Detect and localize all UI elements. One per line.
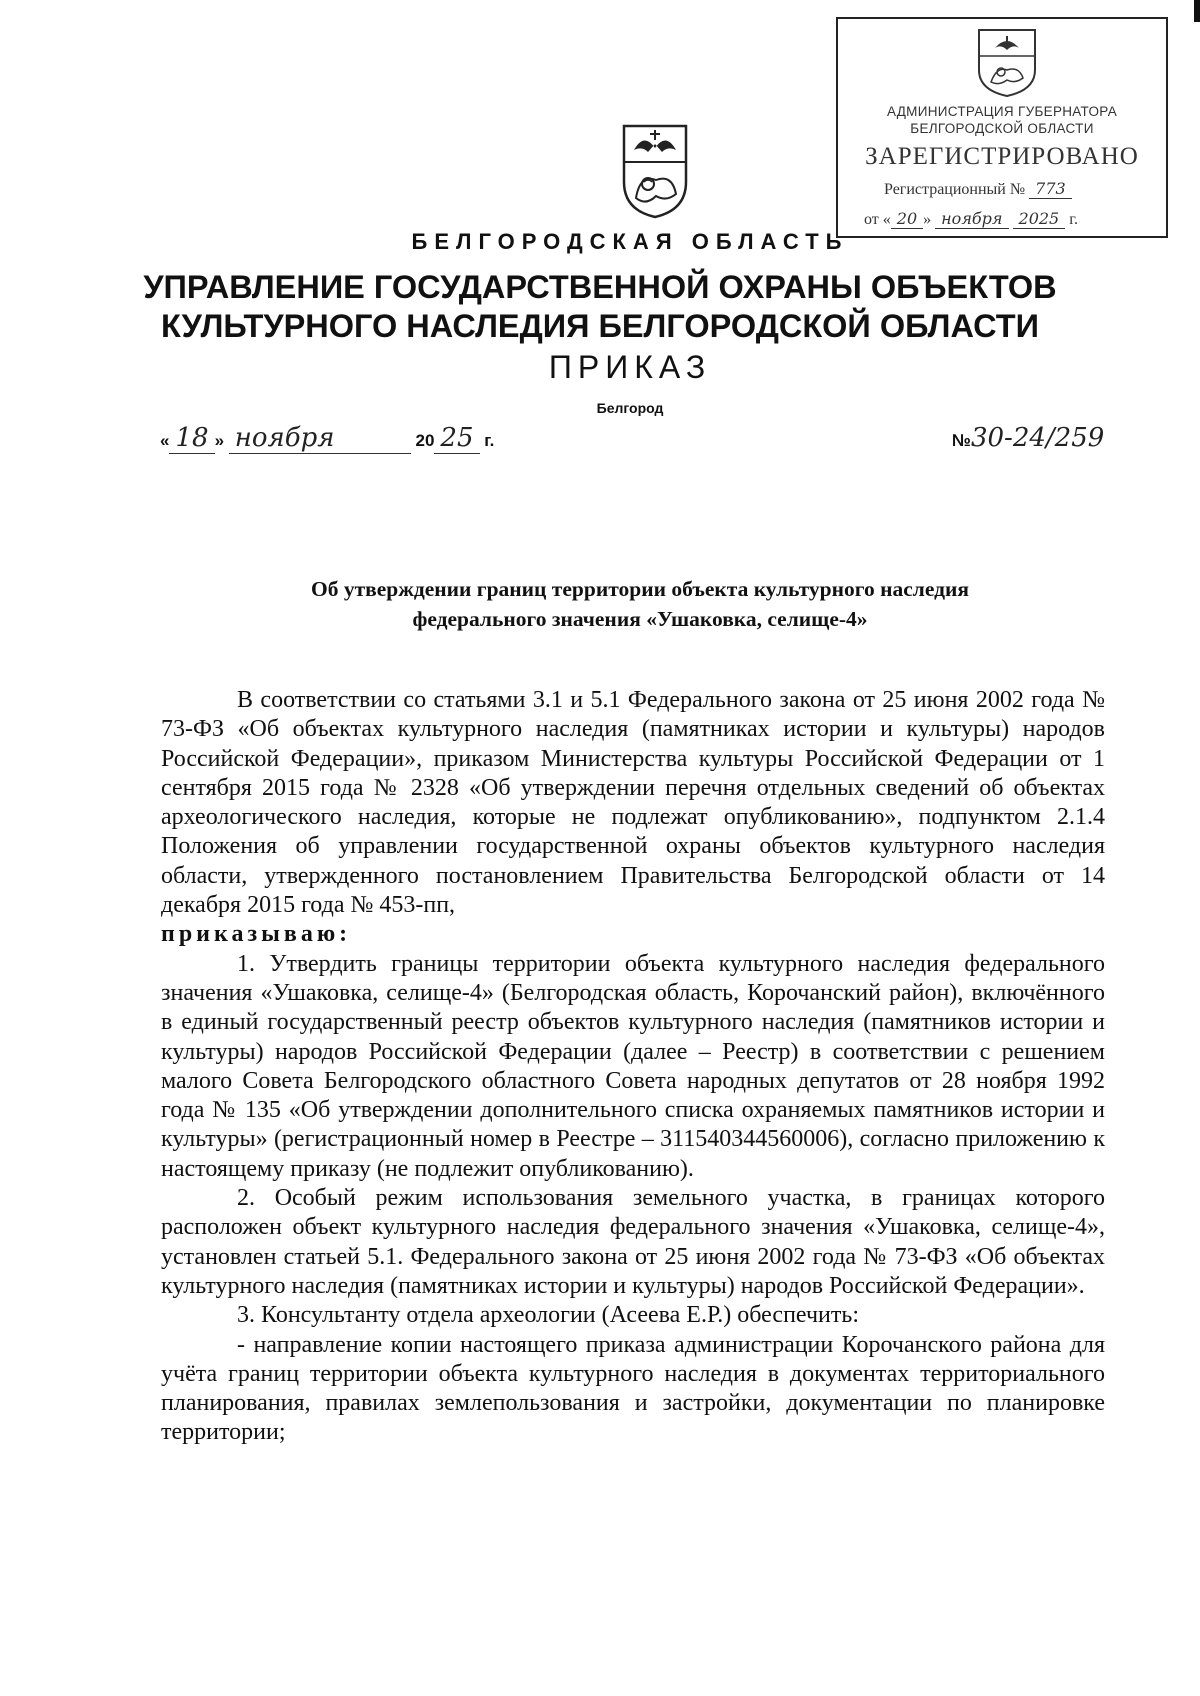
scan-edge-mark xyxy=(1194,0,1200,22)
city-label: Белгород xyxy=(596,400,664,416)
preamble-paragraph: В соответствии со статьями 3.1 и 5.1 Федерального закона от 25 июня 2002 года № 73-ФЗ «Об объектах культурного наследия (памятниках истории и культуры) народов Российской Федерации», приказом Министерства культуры Российской Федерации от 1 сентября 2015 года № 2328 «Об утверждении перечня отдельных сведений об объектах археологического наследия, которые не подлежат опубликованию», подпунктом 2.1.4 Положения об управлении государственной охраны объектов культурного наследия области, утвержденного постановлением Правительства Белгородской области от 14 декабря 2015 года № 453-пп, xyxy=(161,687,1105,919)
order-word: приказываю: xyxy=(161,921,352,948)
document-title: Об утверждении границ территории объекта культурного наследия федерального значения «Ушаковка, селище-4» xyxy=(310,577,970,631)
stamp-registration-number: Регистрационный № 773 xyxy=(884,179,1072,199)
stamp-reg-number-handwritten: 773 xyxy=(1029,179,1072,199)
stamp-coat-of-arms-icon xyxy=(975,26,1039,98)
order-year-handwritten: 25 xyxy=(434,423,479,454)
stamp-organization: АДМИНИСТРАЦИЯ ГУБЕРНАТОРА БЕЛГОРОДСКОЙ ОБЛАСТИ xyxy=(886,104,1118,136)
item-2-paragraph: 2. Особый режим использования земельного участка, в границах которого расположен объект культурного наследия федерального значения «Ушаковка, селище-4», установлен статьей 5.1. Федерального закона от 25 июня 2002 года № 73-ФЗ «Об объектах культурного наследия (памятниках истории и культуры) народов Российской Федерации». xyxy=(161,1185,1105,1299)
region-heading: БЕЛГОРОДСКАЯ ОБЛАСТЬ xyxy=(411,229,849,254)
coat-of-arms-icon xyxy=(620,122,690,220)
document-type: ПРИКАЗ xyxy=(548,349,712,385)
order-number: №30-24/259 xyxy=(952,423,1105,453)
stamp-registration-date: от « 20 » ноября 2025 г. xyxy=(864,209,1078,228)
order-day-handwritten: 18 xyxy=(169,423,214,454)
item-3-subitem-paragraph: - направление копии настоящего приказа администрации Корочанского района для учёта границ территории объекта культурного наследия в документах территориального планирования, правилах землепользования и застройки, документации по планировке территории; xyxy=(161,1331,1105,1446)
stamp-registered-label: ЗАРЕГИСТРИРОВАНО xyxy=(865,143,1139,170)
document-body xyxy=(161,686,1105,1448)
agency-heading: УПРАВЛЕНИЕ ГОСУДАРСТВЕННОЙ ОХРАНЫ ОБЪЕКТОВ КУЛЬТУРНОГО НАСЛЕДИЯ БЕЛГОРОДСКОЙ ОБЛАСТИ xyxy=(143,269,1057,344)
item-3-paragraph: 3. Консультанту отдела археологии (Асеева Е.Р.) обеспечить: xyxy=(237,1302,859,1329)
item-1-paragraph: 1. Утвердить границы территории объекта культурного наследия федерального значения «Ушаковка, селище-4» (Белгородская область, Корочанский район), включённого в единый государственный реестр объектов культурного наследия (памятников истории и культуры) народов Российской Федерации (далее – Реестр) в соответствии с решением малого Совета Белгородского областного Совета народных депутатов от 28 ноября 1992 года № 135 «Об утверждении дополнительного списка охраняемых памятников истории и культуры» (регистрационный номер в Реестре – 311540344560006), согласно приложению к настоящему приказу (не подлежит опубликованию). xyxy=(161,950,1105,1182)
order-month-handwritten: ноября xyxy=(229,423,411,454)
order-date: « 18 » ноября 20 25 г. xyxy=(160,423,495,453)
order-number-handwritten: 30-24/259 xyxy=(970,423,1105,453)
